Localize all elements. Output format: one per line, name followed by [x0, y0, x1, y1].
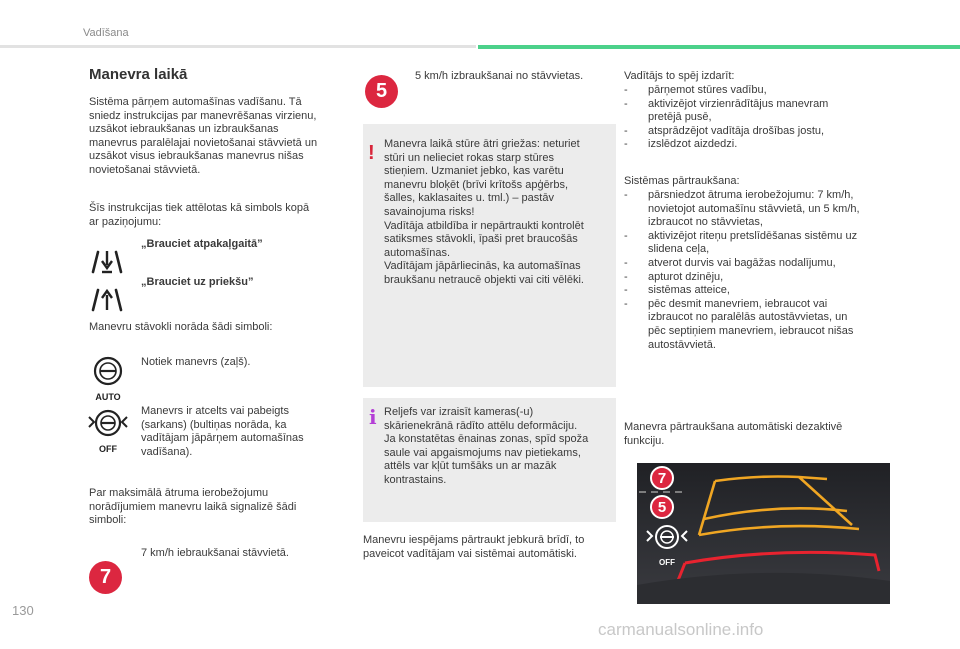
warning-icon: !	[368, 142, 375, 164]
screen-speed-5-icon: 5	[650, 495, 674, 519]
instructions-paragraph: Šīs instrukcijas tiek attēlotas kā simbols kopā ar paziņojumu:	[89, 202, 310, 228]
system-interrupt-list	[624, 189, 900, 352]
auto-disable-paragraph: Manevra pārtraukšana automātiski dezaktivē funkciju.	[624, 421, 843, 447]
speed-5-description: 5 km/h izbraukšanai no stāvvietas.	[415, 70, 584, 82]
interrupt-paragraph: Manevru iespējams pārtraukt jebkurā brīdī, to paveicot vadītājam vai sistēmai automātiski.	[363, 534, 585, 560]
speed-7-sign-icon: 7	[89, 561, 122, 594]
list-item: - pārņemot stūres vadību,	[624, 84, 894, 98]
forward-instruction-label	[141, 276, 253, 290]
screen-off-label: OFF	[659, 558, 675, 567]
auto-icon-label: AUTO	[95, 392, 121, 402]
steering-wheel-auto-icon	[89, 356, 127, 402]
system-intro: Sistēmas pārtraukšana:	[624, 175, 740, 187]
header-accent-bar	[478, 45, 960, 49]
section-title: Vadīšana	[83, 27, 129, 39]
speed-limit-paragraph: Par maksimālā ātruma ierobežojumu norādījumiem manevru laikā signalizē šādi simboli:	[89, 487, 297, 527]
state-paragraph: Manevru stāvokli norāda šādi simboli:	[89, 321, 273, 333]
header-rule	[0, 45, 476, 48]
intro-paragraph: Sistēma pārņem automašīnas vadīšanu. Tā sniedz instrukcijas par manevrēšanas virzienu, uzsākot iebraukšanas un izbraukšanas manevrus paralēlajai novietošanai stāvvietā un uzsākot visus iebraukšanas manevrus nišas novietošanai stāvvietā.	[89, 96, 318, 176]
list-item: - aktivizējot riteņu pretslīdēšanas sistēmu uz slidena ceļa,	[624, 230, 900, 257]
watermark: carmanualsonline.info	[598, 620, 764, 639]
reverse-arrow-icon	[89, 248, 125, 276]
forward-label-text: „Brauciet uz priekšu”	[141, 276, 254, 288]
list-item: - aktivizējot virzienrādītājus manevram pretējā pusē,	[624, 98, 894, 125]
warning-text: Manevra laikā stūre ātri griežas: neturiet stūri un nelieciet rokas starp stūres stieņiem. Uzmaniet jebko, kas varētu manevru bloķēt (brīvi krītošs apģērbs, šalles, kaklasaites u. tml.) – pastāv savainojuma risks! Vadītāja atbildība ir nepārtraukti kontrolēt satiksmes stāvokli, īpaši pret braucošās automašīnas. Vadītājam jāpārliecinās, ka automašīnas braukšanu netraucē objekti vai citi vēlēki.	[384, 138, 584, 286]
forward-arrow-icon	[89, 286, 125, 314]
info-icon: i	[369, 405, 377, 429]
auto-state-description: Notiek manevrs (zaļš).	[141, 356, 251, 368]
list-item: - pēc desmit manevriem, iebraucot vai izbraucot no paralēlās autostāvvietas, un pēc septiņiem manevriem, iebraucot nišas autostāvvietā.	[624, 298, 900, 352]
list-item: - izslēdzot aizdedzi.	[624, 138, 894, 152]
steering-wheel-off-icon	[86, 408, 130, 452]
off-state-description: Manevrs ir atcelts vai pabeigts (sarkans) (bultiņas norāda, ka vadītājam jāpārņem automašīnas vadīšana).	[141, 405, 304, 458]
list-item: - pārsniedzot ātruma ierobežojumu: 7 km/h, novietojot automašīnu stāvvietā, un 5 km/h, izbraucot no stāvvietas,	[624, 189, 900, 230]
page-title: Manevra laikā	[89, 66, 188, 83]
camera-screen-illustration	[637, 463, 890, 604]
screen-steering-off-icon	[643, 523, 691, 567]
speed-7-description: 7 km/h iebraukšanai stāvvietā.	[141, 547, 289, 559]
info-box	[363, 398, 616, 522]
reverse-label-text: „Brauciet atpakaļgaitā”	[141, 238, 263, 250]
list-item: - sistēmas atteice,	[624, 284, 900, 298]
info-text: Reljefs var izraisīt kameras(-u) skārienekrānā rādīto attēlu deformāciju. Ja konstatētas ēnainas zonas, spīd spoža saule vai apgaismojums nav pietiekams, attēls var kļūt tumšāks un ar mazāk kontrastains.	[384, 406, 589, 486]
driver-actions-list	[624, 84, 894, 152]
list-item: - apturot dzinēju,	[624, 271, 900, 285]
warning-box	[363, 124, 616, 387]
driver-intro: Vadītājs to spēj izdarīt:	[624, 70, 735, 82]
off-icon-label: OFF	[99, 444, 117, 454]
page-number: 130	[12, 603, 34, 618]
list-item: - atsprādzējot vadītāja drošības jostu,	[624, 125, 894, 139]
speed-5-sign-icon: 5	[365, 75, 398, 108]
reverse-instruction-label	[141, 238, 263, 252]
list-item: - atverot durvis vai bagāžas nodalījumu,	[624, 257, 900, 271]
screen-speed-7-icon: 7	[650, 466, 674, 490]
